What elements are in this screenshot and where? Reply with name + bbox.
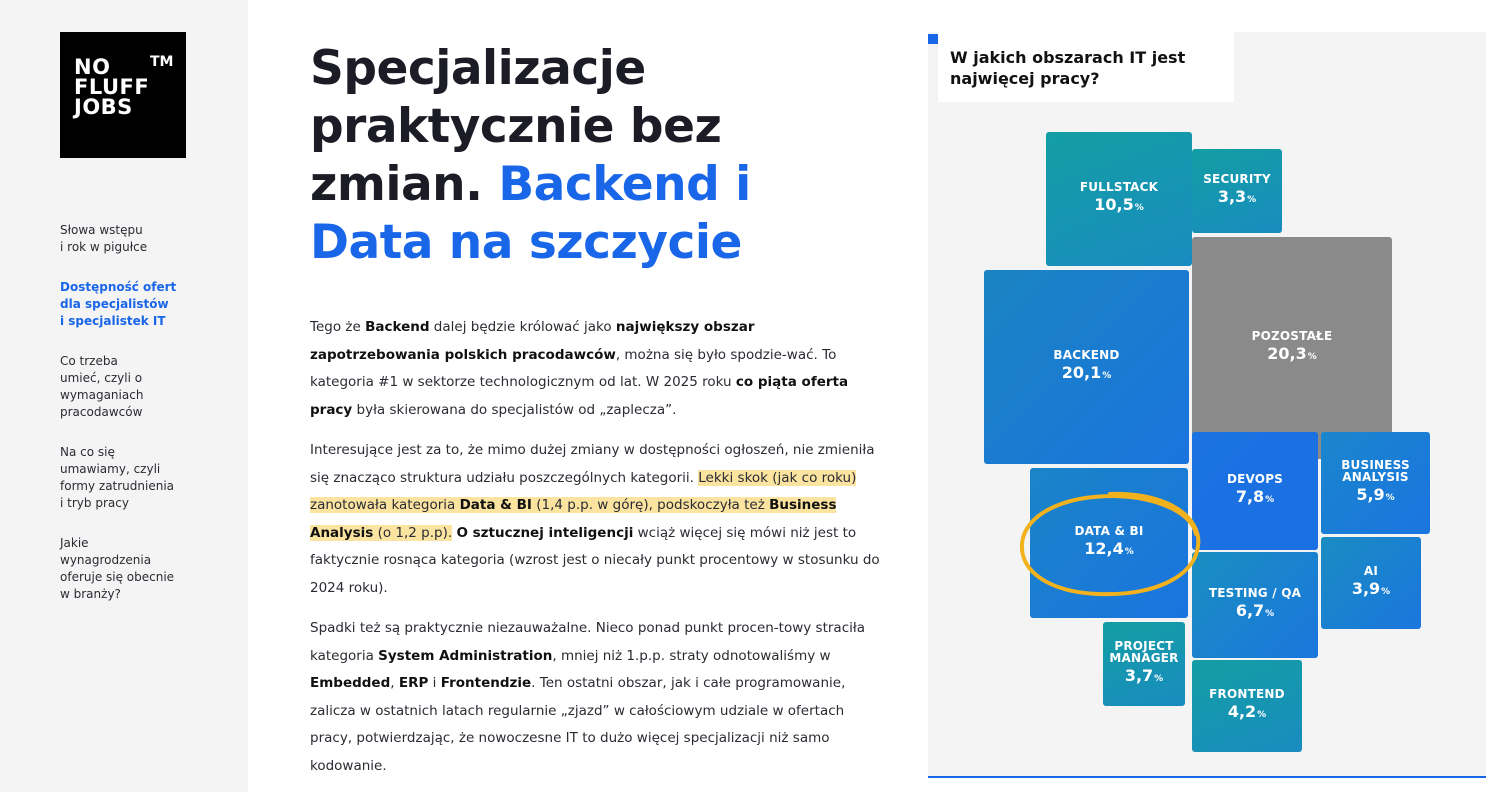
bold-text: co piąta oferta pracy <box>310 374 849 418</box>
highlighted-text: (o 1,2 p.p). <box>373 524 453 541</box>
tile-frontend[interactable] <box>1192 660 1302 752</box>
tile-value <box>1236 487 1274 510</box>
no-fluff-jobs-logo[interactable] <box>60 32 186 158</box>
article-body <box>310 314 880 780</box>
tile-label: FULLSTACK <box>1079 179 1159 194</box>
chart-title: W jakich obszarach IT jest najwięcej pracy? <box>950 48 1186 88</box>
bold-text: System Administration <box>378 647 553 664</box>
tile-value <box>1236 601 1274 624</box>
paragraph <box>310 437 880 602</box>
tile-label: TESTING / QA <box>1208 585 1302 600</box>
tile-value-number: 5,9 <box>1356 484 1385 504</box>
nav-item-offers[interactable]: Dostępność ofert dla specjalistów i specjalistek IT <box>60 280 177 328</box>
text-run: , mniej niż 1.p.p. straty odnotowaliśmy w <box>552 647 831 664</box>
tile-project-manager[interactable] <box>1103 622 1185 706</box>
tile-value-number: 3,7 <box>1124 665 1154 685</box>
tile-value-unit: % <box>1102 370 1112 381</box>
bold-text: Backend <box>365 319 430 335</box>
tile-value <box>1218 187 1256 210</box>
chapter-nav <box>60 222 210 626</box>
text-run: była skierowana do specjalistów od „zaplecza”. <box>352 401 677 418</box>
tile-value-unit: % <box>1134 202 1144 213</box>
article <box>310 40 880 792</box>
bold-text: Frontendzie <box>440 675 532 691</box>
tile-value-number: 6,7 <box>1235 600 1265 620</box>
tile-devops[interactable] <box>1192 432 1318 550</box>
page-title <box>310 40 880 272</box>
nav-item-salaries[interactable]: Jakie wynagrodzenia oferuje się obecnie w branży? <box>60 536 175 601</box>
tile-value <box>1084 539 1134 562</box>
paragraph <box>310 615 880 780</box>
tile-label: AI <box>1363 563 1379 578</box>
tile-fullstack[interactable] <box>1046 132 1192 266</box>
tile-value-number: 10,5 <box>1094 194 1134 214</box>
tile-value <box>1352 579 1390 602</box>
logo-text: NO FLUFF JOBS <box>74 55 150 119</box>
tile-value-unit: % <box>1247 194 1257 205</box>
tile-value <box>1356 485 1394 508</box>
tile-value-unit: % <box>1307 351 1317 362</box>
tile-value-number: 20,3 <box>1267 343 1307 363</box>
title-part-dark: Specjalizacje praktycznie bez zmian. <box>310 41 722 212</box>
tile-label: FRONTEND <box>1209 686 1285 701</box>
highlighted-text: Data & BI <box>459 497 532 513</box>
tile-value <box>1125 666 1163 689</box>
tile-label: SECURITY <box>1203 171 1271 186</box>
tile-testing-qa[interactable] <box>1192 552 1318 658</box>
tile-value-unit: % <box>1265 608 1275 619</box>
bold-text: ERP <box>398 675 429 691</box>
tile-security[interactable] <box>1192 149 1282 233</box>
tile-value <box>1094 195 1144 218</box>
text-run: , można się było spodzie-wać. To kategoria #1 w sektorze technologicznym od lat. W 2025 roku <box>310 346 837 390</box>
nav-item-intro[interactable]: Słowa wstępu i rok w pigułce <box>60 223 148 254</box>
tile-label: PROJECT MANAGER <box>1109 638 1179 665</box>
tile-value-unit: % <box>1154 673 1164 684</box>
tile-value <box>1228 702 1266 725</box>
tile-backend[interactable] <box>984 270 1189 464</box>
paragraph <box>310 314 880 424</box>
tile-value <box>1062 363 1112 386</box>
sidebar <box>0 0 248 792</box>
treemap-chart <box>928 32 1486 778</box>
panel-bottom-rule <box>928 776 1486 778</box>
tile-value-unit: % <box>1381 586 1391 597</box>
bold-text: Embedded <box>310 675 391 691</box>
title-part-blue: Backend i Data na szczycie <box>310 157 751 270</box>
tile-business-analysis[interactable] <box>1321 432 1430 534</box>
tile-value-number: 3,9 <box>1351 578 1381 598</box>
tile-data-bi[interactable] <box>1030 468 1188 618</box>
tile-pozosta-e[interactable] <box>1192 237 1392 459</box>
tile-value-unit: % <box>1265 494 1275 505</box>
highlighted-text: Lekki skok (jak co roku) zanotowała kategoria <box>310 469 857 513</box>
highlighted-text: Business Analysis <box>310 497 837 541</box>
bold-text: największy obszar zapotrzebowania polskich pracodawców <box>310 319 755 363</box>
text-run: dalej będzie królować jako <box>429 319 616 335</box>
logo-trademark: TM <box>150 54 174 70</box>
tile-value-number: 4,2 <box>1227 701 1257 721</box>
text-run: i <box>428 675 441 691</box>
tile-value-number: 7,8 <box>1235 486 1265 506</box>
tile-label: POZOSTAŁE <box>1251 328 1333 343</box>
nav-item-employment-forms[interactable]: Na co się umawiamy, czyli formy zatrudnienia i tryb pracy <box>60 445 175 510</box>
text-run: wciąż więcej się mówi niż jest to faktycznie rosnąca kategoria (wzrost jest o niecały punkt procentowy w stosunku do 2024 roku). <box>310 524 880 596</box>
tile-value-unit: % <box>1385 492 1395 503</box>
text-run: Tego że <box>310 319 366 335</box>
tile-label: BACKEND <box>1053 347 1120 362</box>
tile-value <box>1267 344 1317 367</box>
bold-text: O sztucznej inteligencji <box>456 524 634 541</box>
tile-label: BUSINESS ANALYSIS <box>1341 457 1410 484</box>
text-run: Interesujące jest za to, że mimo dużej zmiany w dostępności ogłoszeń, nie zmieniła się znacząco struktura udziału poszczególnych kategorii. <box>310 442 875 486</box>
tile-value-number: 12,4 <box>1084 538 1124 558</box>
text-run: Spadki też są praktycznie niezauważalne. Nieco ponad punkt procen-towy straciła kategoria <box>310 620 865 664</box>
highlighted-text: (1,4 p.p. w górę), podskoczyła też <box>531 497 770 513</box>
nav-item-requirements[interactable]: Co trzeba umieć, czyli o wymaganiach pracodawców <box>60 354 144 419</box>
tile-ai[interactable] <box>1321 537 1421 629</box>
text-run: , <box>390 675 399 691</box>
tile-value-unit: % <box>1124 546 1134 557</box>
tile-label: DEVOPS <box>1226 471 1284 486</box>
tile-label: DATA & BI <box>1074 523 1144 538</box>
tile-value-number: 20,1 <box>1061 362 1102 382</box>
tile-value-unit: % <box>1257 709 1267 720</box>
tile-value-number: 3,3 <box>1217 186 1247 206</box>
text-run: . Ten ostatni obszar, jak i całe programowanie, zalicza w ostatnich latach regularnie „zjazd” w całościowym udziale w ofertach pracy, potwierdzając, że nowoczesne IT to dużo więcej specjalizacji niż samo kodowanie. <box>310 675 846 774</box>
